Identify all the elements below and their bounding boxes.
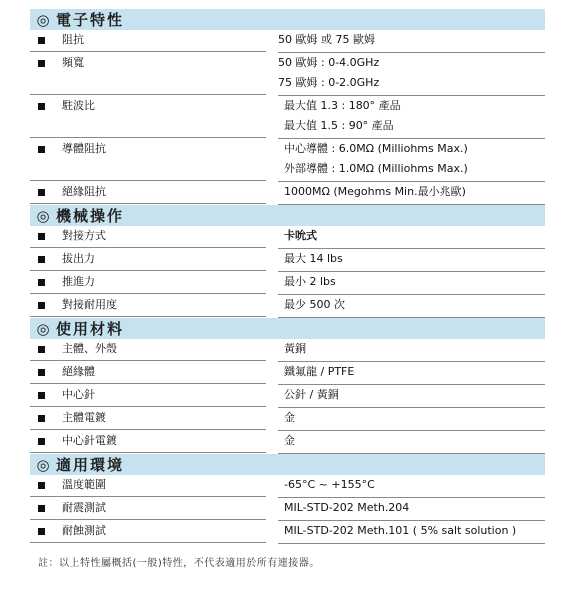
spec-label: 主體、外殼 (30, 339, 266, 361)
spec-row (30, 431, 545, 454)
section-mark-icon: ◎ (36, 10, 50, 29)
spec-value: MIL-STD-202 Meth.101 ( 5% salt solution ) (284, 524, 517, 537)
spec-value: 卡吮式 (284, 229, 317, 242)
spec-value: 公針 / 黃銅 (284, 388, 339, 401)
spec-value: 金 (284, 411, 295, 424)
spec-values (278, 521, 545, 544)
bullet-square-icon (38, 146, 45, 153)
spec-label: 溫度範圍 (30, 475, 266, 497)
spec-label: 中心針電鍍 (30, 431, 266, 453)
spec-values (278, 408, 545, 431)
spec-label: 中心針 (30, 385, 266, 407)
section-header (30, 205, 545, 226)
spec-value: 外部導體 : 1.0MΩ (Milliohms Max.) (284, 162, 468, 175)
section-header (30, 318, 545, 339)
spec-value: 50 歐姆 : 0-4.0GHz (278, 56, 380, 69)
bullet-square-icon (38, 392, 45, 399)
spec-row (30, 475, 545, 498)
spec-values (278, 475, 545, 498)
spec-value: 75 歐姆 : 0-2.0GHz (278, 76, 380, 89)
spec-values (278, 226, 545, 249)
spec-value: MIL-STD-202 Meth.204 (284, 501, 410, 514)
spec-row (30, 53, 545, 96)
bullet-square-icon (38, 415, 45, 422)
spec-value: 鐵氟龍 / PTFE (284, 365, 355, 378)
spec-label: 阻抗 (30, 30, 266, 52)
bullet-square-icon (38, 528, 45, 535)
section-header (30, 9, 545, 30)
spec-label: 絕緣體 (30, 362, 266, 384)
spec-values (278, 498, 545, 521)
section-mark-icon: ◎ (36, 455, 50, 474)
spec-row (30, 521, 545, 544)
bullet-square-icon (38, 482, 45, 489)
spec-label: 推進力 (30, 272, 266, 294)
spec-values (278, 249, 545, 272)
spec-row (30, 226, 545, 249)
bullet-square-icon (38, 37, 45, 44)
section-title: 適用環境 (56, 456, 125, 474)
spec-value: 最少 500 次 (284, 298, 345, 311)
bullet-square-icon (38, 189, 45, 196)
spec-row (30, 272, 545, 295)
bullet-square-icon (38, 279, 45, 286)
spec-values (278, 295, 545, 318)
spec-value: 最大 14 lbs (284, 252, 343, 265)
bullet-square-icon (38, 233, 45, 240)
spec-values (278, 53, 545, 96)
spec-values (278, 339, 545, 362)
spec-label: 主體電鍍 (30, 408, 266, 430)
spec-row (30, 362, 545, 385)
spec-values (278, 385, 545, 408)
bullet-square-icon (38, 302, 45, 309)
section-title: 機械操作 (56, 207, 125, 225)
spec-row (30, 339, 545, 362)
spec-label: 對接耐用度 (30, 295, 266, 317)
spec-row (30, 30, 545, 53)
spec-row (30, 249, 545, 272)
section-header (30, 454, 545, 475)
spec-values (278, 362, 545, 385)
spec-row (30, 295, 545, 318)
bullet-square-icon (38, 60, 45, 67)
spec-label: 導體阻抗 (30, 139, 266, 181)
spec-row (30, 385, 545, 408)
footnote: 註：以上特性屬概括(一般)特性，不代表適用於所有連接器。 (38, 558, 320, 569)
spec-value: 最小 2 lbs (284, 275, 336, 288)
spec-values (278, 30, 545, 53)
bullet-square-icon (38, 505, 45, 512)
section-title: 使用材料 (56, 320, 125, 338)
spec-values (278, 139, 545, 182)
section-mark-icon: ◎ (36, 319, 50, 338)
spec-label: 耐震測試 (30, 498, 266, 520)
bullet-square-icon (38, 438, 45, 445)
spec-values (278, 272, 545, 295)
section-title: 電子特性 (56, 11, 125, 29)
spec-values (278, 431, 545, 454)
spec-value: 50 歐姆 或 75 歐姆 (278, 33, 375, 46)
bullet-square-icon (38, 103, 45, 110)
spec-label: 絕緣阻抗 (30, 182, 266, 204)
spec-value: 黃銅 (284, 342, 306, 355)
spec-values (278, 182, 545, 205)
spec-row (30, 139, 545, 182)
spec-value: 1000MΩ (Megohms Min.最小兆歐) (284, 185, 466, 198)
spec-values (278, 96, 545, 139)
spec-row (30, 96, 545, 139)
spec-row (30, 182, 545, 205)
spec-value: 最大值 1.3 : 180° 產品 (284, 99, 401, 112)
bullet-square-icon (38, 369, 45, 376)
spec-label: 頻寬 (30, 53, 266, 95)
bullet-square-icon (38, 346, 45, 353)
spec-label: 拔出力 (30, 249, 266, 271)
spec-row (30, 498, 545, 521)
spec-label: 耐蝕測試 (30, 521, 266, 543)
spec-label: 駐波比 (30, 96, 266, 138)
spec-value: 金 (284, 434, 295, 447)
spec-value: 中心導體 : 6.0MΩ (Milliohms Max.) (284, 142, 468, 155)
spec-row (30, 408, 545, 431)
spec-value: 最大值 1.5 : 90° 產品 (284, 119, 394, 132)
spec-sheet (30, 9, 545, 544)
bullet-square-icon (38, 256, 45, 263)
spec-label: 對接方式 (30, 226, 266, 248)
section-mark-icon: ◎ (36, 206, 50, 225)
spec-value: -65°C ~ +155°C (284, 478, 375, 491)
